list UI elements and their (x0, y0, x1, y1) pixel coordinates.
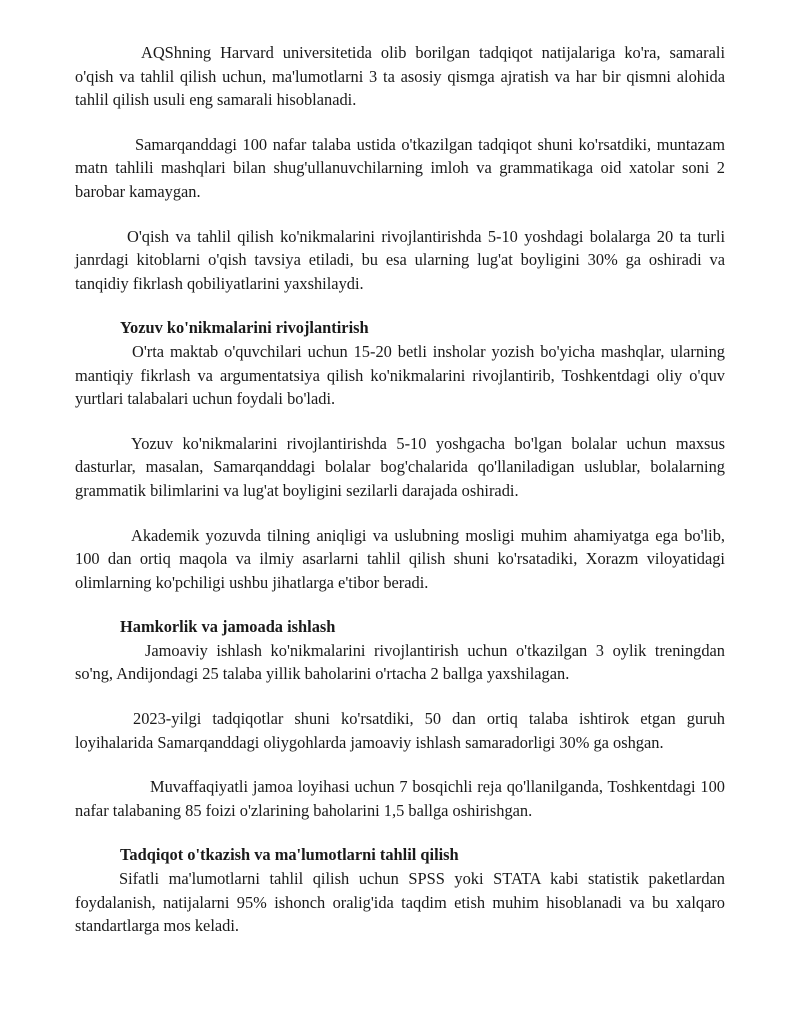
paragraph-harvard-study: AQShning Harvard universitetida olib borilgan tadqiqot natijalariga ko'ra, samarali o'qish va tahlil qilish uchun, ma'lumotlarni 3 ta asosiy qismga ajratish va har bir qismni alohida tahlil qilish usuli eng samarali hisoblanadi. (75, 43, 725, 110)
section-heading-teamwork: Hamkorlik va jamoada ishlash (120, 617, 336, 637)
paragraph-reading-recommendation: O'qish va tahlil qilish ko'nikmalarini rivojlantirishda 5-10 yoshdagi bolalarga 20 ta turli janrdagi kitoblarni o'qish tavsiya etiladi, bu esa ularning lug'at boyligini 30% ga oshiradi va tanqidiy fikrlash qobiliyatlarini yaxshilaydi. (75, 226, 725, 293)
paragraph-project-plan: Muvaffaqiyatli jamoa loyihasi uchun 7 bosqichli reja qo'llanilganda, Toshkentdagi 100 nafar talabaning 85 foizi o'zlarining baholarini 1,5 ballga oshirishgan. (75, 777, 725, 820)
paragraph-essay-exercises: O'rta maktab o'quvchilari uchun 15-20 betli insholar yozish bo'yicha mashqlar, ularning mantiqiy fikrlash va argumentatsiya qilish ko'nikmalarini rivojlantirib, Toshkentdagi oliy o'quv yurtlari talabalari uchun foydali bo'ladi. (75, 341, 725, 409)
section-heading-research: Tadqiqot o'tkazish va ma'lumotlarni tahlil qilish (120, 845, 459, 865)
paragraph-group-projects: 2023-yilgi tadqiqotlar shuni ko'rsatdiki, 50 dan ortiq talaba ishtirok etgan guruh loyihalarida Samarqanddagi oliygohlarda jamoaviy ishlash samaradorligi 30% ga oshgan. (75, 709, 725, 752)
paragraph-team-training: Jamoaviy ishlash ko'nikmalarini rivojlantirish uchun o'tkazilgan 3 oylik treningdan so'ng, Andijondagi 25 talaba yillik baholarini o'rtacha 2 ballga yaxshilagan. (75, 640, 725, 684)
section-heading-writing-skills: Yozuv ko'nikmalarini rivojlantirish (120, 318, 369, 338)
paragraph-statistical-analysis: Sifatli ma'lumotlarni tahlil qilish uchun SPSS yoki STATA kabi statistik paketlardan foydalanish, natijalarni 95% ishonch oralig'ida taqdim etish muhim hisoblanadi va bu xalqaro standartlarga mos keladi. (75, 869, 725, 936)
paragraph-writing-programs: Yozuv ko'nikmalarini rivojlantirishda 5-10 yoshgacha bo'lgan bolalar uchun maxsus dasturlar, masalan, Samarqanddagi bolalar bog'chalarida qo'llaniladigan uslublar, bolalarning grammatik bilimlarini va lug'at boyligini sezilarli darajada oshiradi. (75, 433, 725, 500)
paragraph-academic-writing: Akademik yozuvda tilning aniqligi va uslubning mosligi muhim ahamiyatga ega bo'lib, 100 dan ortiq maqola va ilmiy asarlarni tahlil qilish shuni ko'rsatadiki, Xorazm viloyatidagi olimlarning ko'pchiligi ushbu jihatlarga e'tibor beradi. (75, 525, 725, 592)
paragraph-samarkand-study: Samarqanddagi 100 nafar talaba ustida o'tkazilgan tadqiqot shuni ko'rsatdiki, muntazam matn tahlili mashqlari bilan shug'ullanuvchilarning imloh va grammatikaga oid xatolar soni 2 barobar kamaygan. (75, 134, 725, 201)
document-page (75, 41, 725, 938)
